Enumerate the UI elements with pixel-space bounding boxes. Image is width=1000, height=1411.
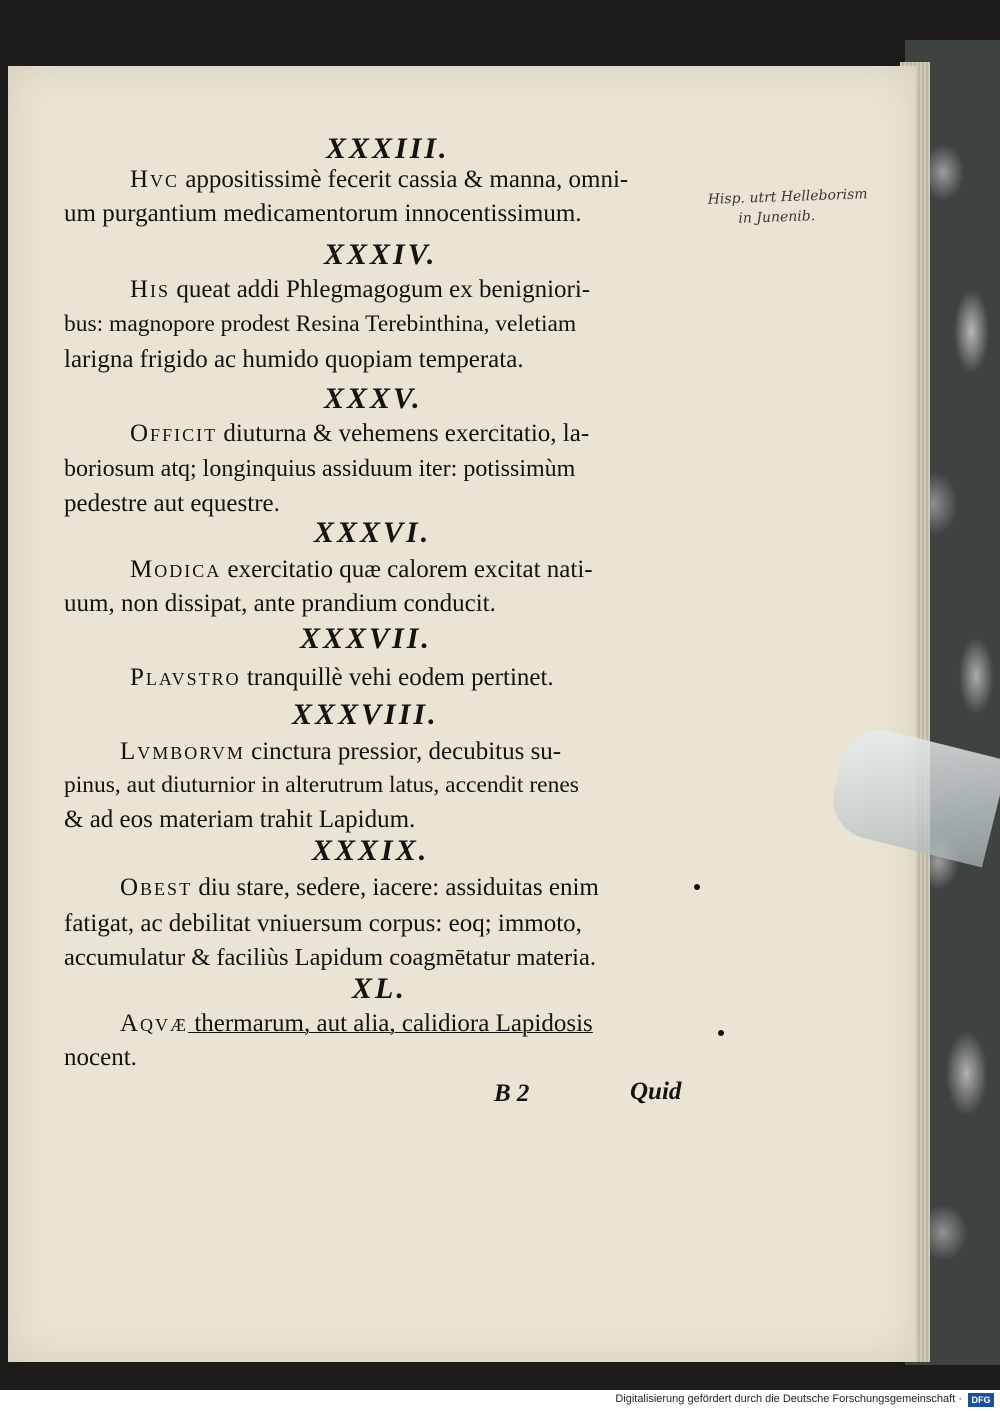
section-numeral: XXXVI. bbox=[314, 516, 432, 549]
text-line: nocent. bbox=[64, 1044, 137, 1071]
text-line: Officit diuturna & vehemens exercitatio, la- bbox=[130, 420, 590, 447]
text-line: uum, non dissipat, ante prandium conducit. bbox=[64, 590, 496, 617]
footer-credit: Digitalisierung gefördert durch die Deutsche Forschungsgemeinschaft · bbox=[615, 1393, 962, 1405]
catchword: Quid bbox=[630, 1078, 682, 1105]
margin-note-line: Hisp. utrt Helleborism bbox=[707, 186, 868, 208]
ink-mark bbox=[718, 1030, 724, 1036]
section-numeral: XL. bbox=[352, 972, 407, 1005]
signature-mark: B 2 bbox=[494, 1080, 530, 1107]
text-line: bus: magnopore prodest Resina Terebinthina, veletiam bbox=[64, 311, 577, 337]
text-line: Lvmborvm cinctura pressior, decubitus su- bbox=[120, 738, 562, 765]
text-line: fatigat, ac debilitat vniuersum corpus: eoq; immoto, bbox=[64, 910, 582, 937]
ink-mark bbox=[694, 884, 700, 890]
text-line: & ad eos materiam trahit Lapidum. bbox=[64, 806, 416, 833]
section-numeral: XXXVIII. bbox=[292, 698, 439, 731]
text-line: Modica exercitatio quæ calorem excitat nati- bbox=[130, 556, 593, 583]
dfg-logo: DFG bbox=[968, 1393, 994, 1407]
margin-note-line: in Junenib. bbox=[738, 208, 816, 227]
text-line: larigna frigido ac humido quopiam temperata. bbox=[64, 346, 524, 373]
book-page bbox=[8, 66, 916, 1362]
section-numeral: XXXIII. bbox=[326, 132, 450, 165]
text-line: accumulatur & faciliùs Lapidum coagmētatur materia. bbox=[64, 944, 596, 971]
footer-bar bbox=[0, 1390, 1000, 1411]
text-line: Obest diu stare, sedere, iacere: assiduitas enim bbox=[120, 874, 599, 901]
text-line: Plavstro tranquillè vehi eodem pertinet. bbox=[130, 664, 554, 691]
text-line: His queat addi Phlegmagogum ex benigniori- bbox=[130, 276, 591, 303]
text-line: um purgantium medicamentorum innocentissimum. bbox=[64, 200, 582, 227]
section-numeral: XXXIV. bbox=[324, 238, 438, 271]
section-numeral: XXXVII. bbox=[300, 622, 432, 655]
text-line: Aqvæ thermarum, aut alia, calidiora Lapidosis bbox=[120, 1010, 593, 1037]
handwritten-margin-note bbox=[707, 182, 928, 230]
text-line: pinus, aut diuturnior in alterutrum latus, accendit renes bbox=[64, 772, 579, 798]
text-line: pedestre aut equestre. bbox=[64, 490, 280, 517]
text-line: boriosum atq; longinquius assiduum iter: potissimùm bbox=[64, 456, 576, 482]
text-line: Hvc appositissimè fecerit cassia & manna, omni- bbox=[130, 166, 629, 193]
section-numeral: XXXIX. bbox=[312, 834, 430, 867]
section-numeral: XXXV. bbox=[324, 382, 423, 415]
